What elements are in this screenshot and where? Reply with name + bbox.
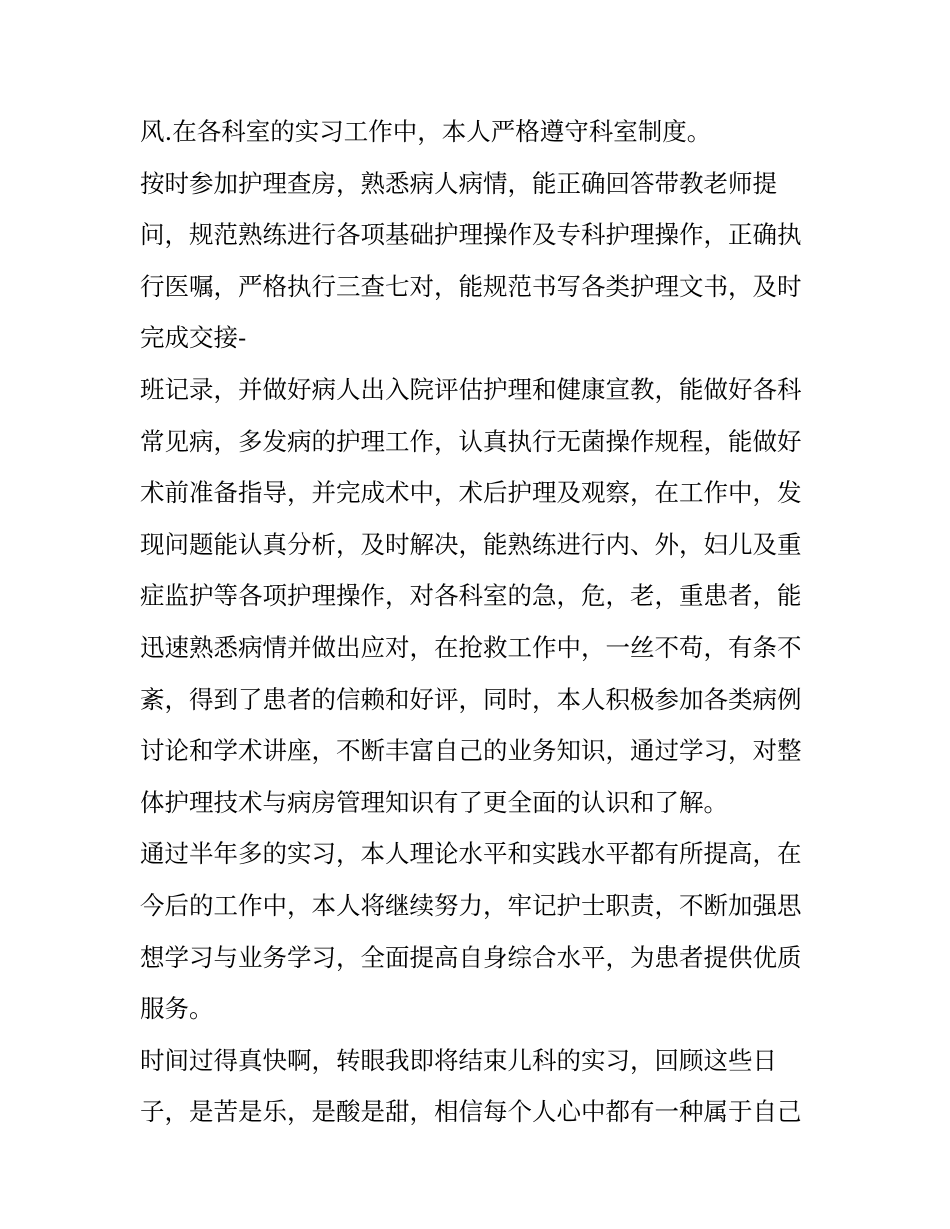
text-line: 问，规范熟练进行各项基础护理操作及专科护理操作，正确执: [140, 220, 802, 250]
text-line: 想学习与业务学习，全面提高自身综合水平，为患者提供优质: [140, 942, 802, 972]
text-line: 体护理技术与病房管理知识有了更全面的认识和了解。: [140, 787, 728, 817]
text-line: 子，是苦是乐，是酸是甜，相信每个人心中都有一种属于自己: [140, 1097, 802, 1127]
text-line: 常见病，多发病的护理工作，认真执行无菌操作规程，能做好: [140, 426, 802, 456]
text-line: 按时参加护理查房，熟悉病人病情，能正确回答带教老师提: [140, 168, 777, 198]
text-line: 今后的工作中，本人将继续努力，牢记护士职责，不断加强思: [140, 890, 802, 920]
text-line: 讨论和学术讲座，不断丰富自己的业务知识，通过学习，对整: [140, 736, 802, 766]
text-line: 通过半年多的实习，本人理论水平和实践水平都有所提高，在: [140, 839, 802, 869]
text-line: 行医嘱，严格执行三查七对，能规范书写各类护理文书，及时: [140, 271, 802, 301]
text-line: 时间过得真快啊，转眼我即将结束儿科的实习，回顾这些日: [140, 1045, 777, 1075]
text-line: 班记录，并做好病人出入院评估护理和健康宣教，能做好各科: [140, 374, 802, 404]
text-line: 迅速熟悉病情并做出应对，在抢救工作中，一丝不苟，有条不: [140, 632, 802, 662]
text-line: 紊，得到了患者的信赖和好评，同时，本人积极参加各类病例: [140, 684, 802, 714]
text-line: 术前准备指导，并完成术中，术后护理及观察，在工作中，发: [140, 478, 802, 508]
text-line: 现问题能认真分析，及时解决，能熟练进行内、外，妇儿及重: [140, 529, 802, 559]
text-line: 风.在各科室的实习工作中，本人严格遵守科室制度。: [140, 117, 712, 146]
text-line: 症监护等各项护理操作，对各科室的急，危，老，重患者，能: [140, 581, 802, 611]
body-text: [140, 106, 820, 1138]
text-line: 服务。: [140, 994, 214, 1024]
text-line: 完成交接-: [140, 323, 247, 353]
